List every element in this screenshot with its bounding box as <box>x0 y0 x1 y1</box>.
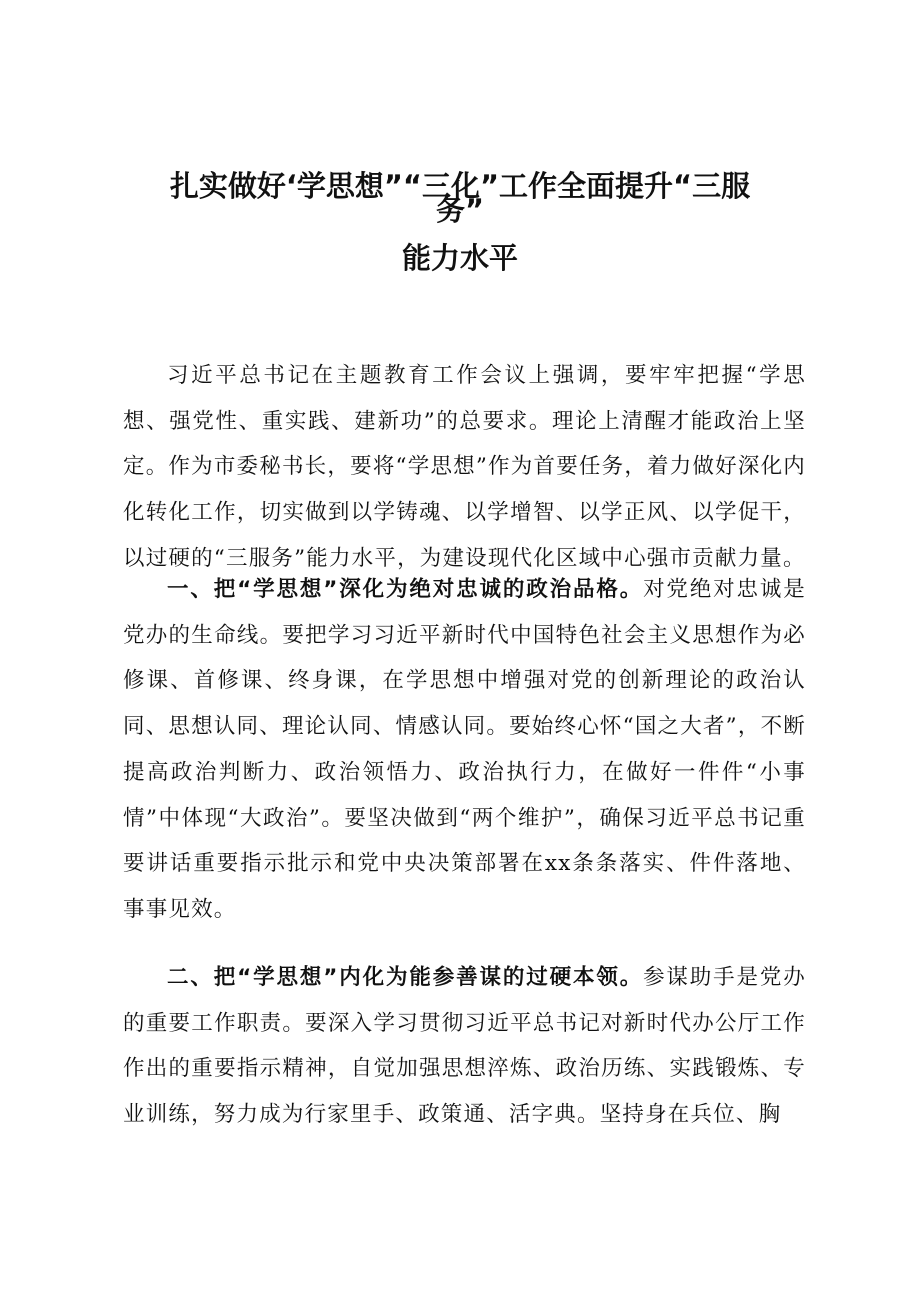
document-title-line-3: 能力水平 <box>401 241 518 275</box>
paragraph-text: 参谋助手是党办的重要工作职责。要深入学习贯彻习近平总书记对新时代办公厅工作作出的重要指示精神，自觉加强思想淬炼、政治历练、实践锻炼、专业训练，努力成为行家里手、政策通、活字典。坚持身在兵位、胸 <box>123 965 806 1128</box>
paragraph-text: 习近平总书记在主题教育工作会议上强调，要牢牢把握“学思想、强党性、重实践、建新功”的总要求。理论上清醒才能政治上坚定。作为市委秘书长，要将“学思想”作为首要任务，着力做好深化内化转化工作，切实做到以学铸魂、以学增智、以学正风、以学促干，以过硬的“三服务”能力水平，为建设现代化区域中心强市贡献力量。 <box>123 363 806 571</box>
document-title-line-2: 务” <box>435 193 485 227</box>
section-heading: 一、把“学思想”深化为绝对忠诚的政治品格。 <box>167 577 644 602</box>
paragraph-intro <box>123 353 806 582</box>
paragraph-text: 对党绝对忠诚是党办的生命线。要把学习习近平新时代中国特色社会主义思想作为必修课、首修课、终身课，在学思想中增强对党的创新理论的政治认同、思想认同、理论认同、情感认同。要始终心怀“国之大者”，不断提高政治判断力、政治领悟力、政治执行力，在做好一件件“小事情”中体现“大政治”。要坚决做到“两个维护”，确保习近平总书记重要讲话重要指示批示和党中央决策部署在xx条条落实、件件落地、事事见效。 <box>123 577 806 922</box>
document-title-line-1: 扎实做好‘学思想”“三化”工作全面提升“三服 <box>169 169 751 203</box>
paragraph-section-2 <box>123 955 806 1138</box>
section-heading: 二、把“学思想”内化为能参善谋的过硬本领。 <box>167 965 644 990</box>
paragraph-section-1 <box>123 567 806 933</box>
